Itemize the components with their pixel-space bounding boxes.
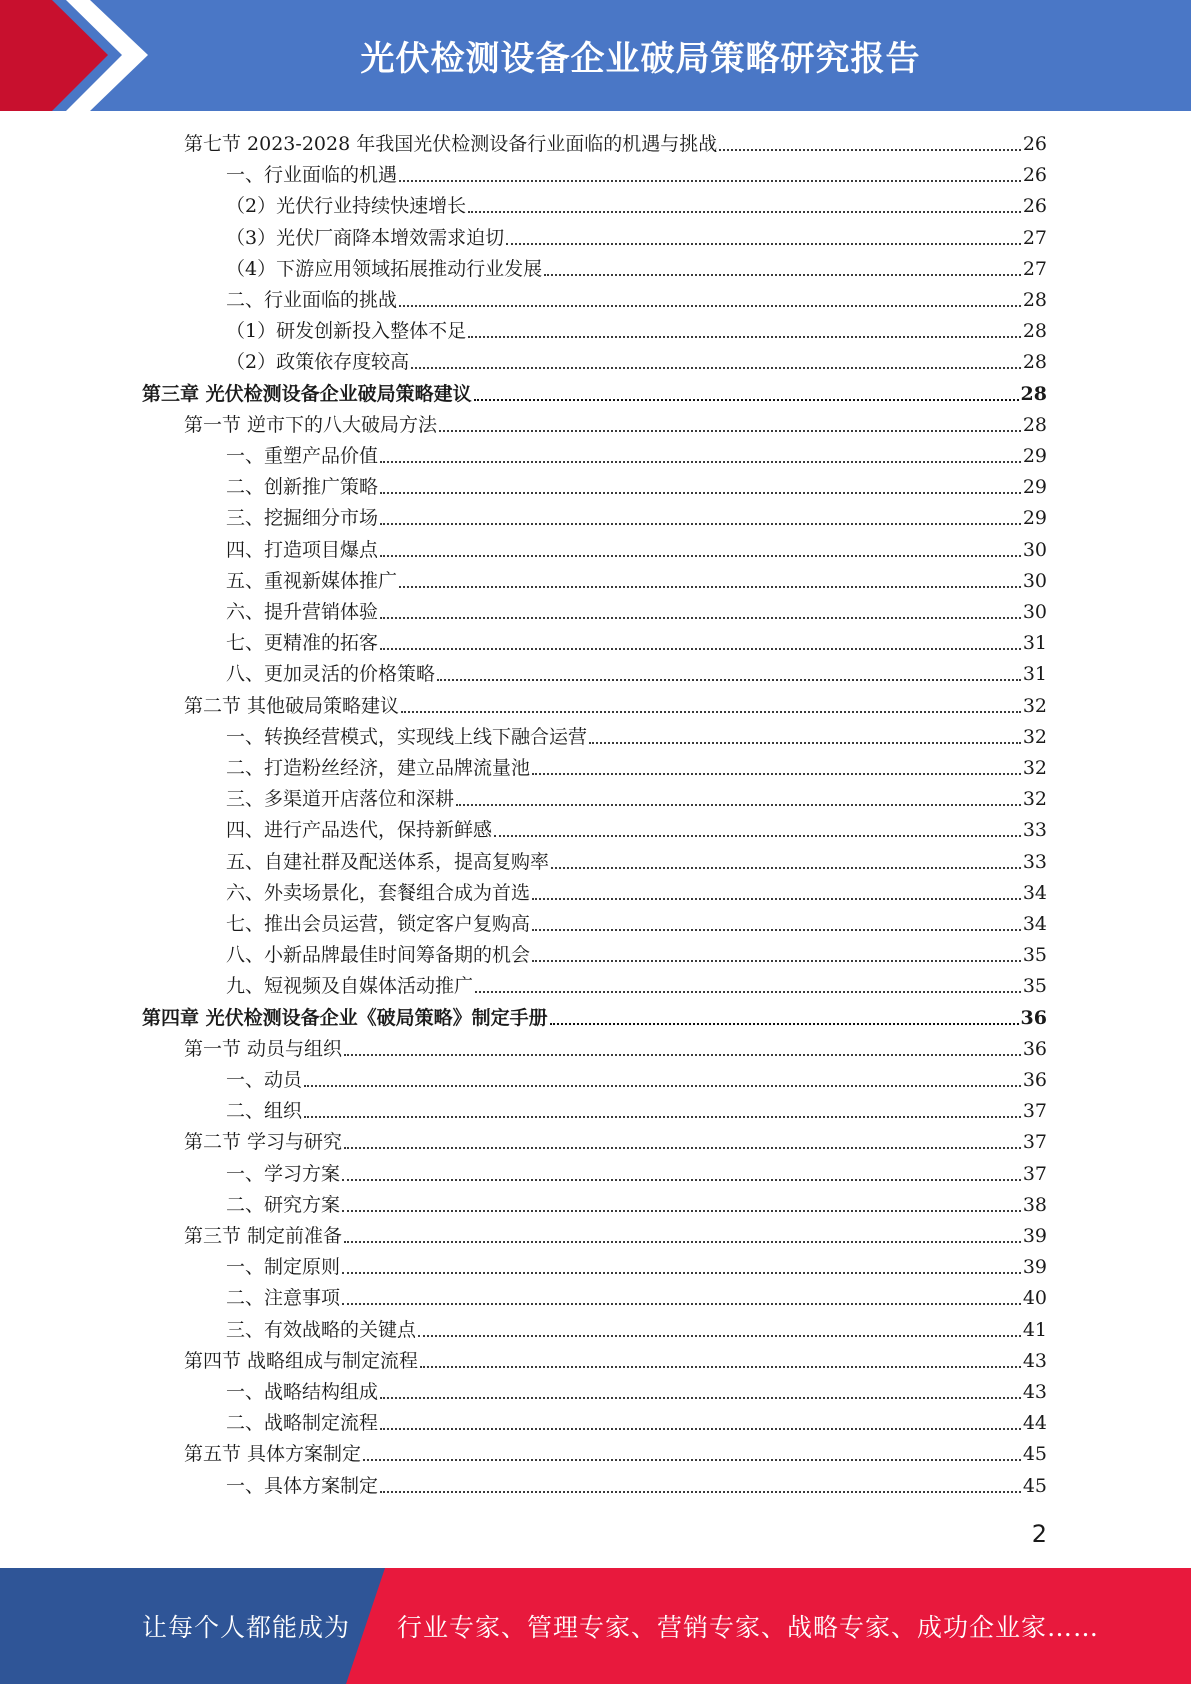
toc-dot-leader bbox=[344, 1240, 1021, 1243]
toc-entry-title: 一、转换经营模式，实现线上线下融合运营 bbox=[226, 725, 588, 748]
toc-entry-page: 45 bbox=[1022, 1474, 1047, 1497]
toc-dot-leader bbox=[456, 803, 1021, 806]
toc-entry-title: 三、多渠道开店落位和深耕 bbox=[226, 788, 455, 811]
toc-subsection-entry[interactable] bbox=[226, 1093, 1047, 1124]
toc-entry-page: 39 bbox=[1022, 1256, 1047, 1279]
toc-subsection-entry[interactable] bbox=[226, 937, 1047, 968]
toc-entry-title: 第二节 学习与研究 bbox=[184, 1131, 343, 1154]
toc-entry-title: 二、创新推广策略 bbox=[226, 476, 379, 499]
toc-entry-title: 一、具体方案制定 bbox=[226, 1474, 379, 1497]
toc-dot-leader bbox=[380, 460, 1021, 463]
toc-entry-title: 五、重视新媒体推广 bbox=[226, 569, 398, 592]
toc-subsection-entry[interactable] bbox=[226, 1280, 1047, 1311]
page-number: 2 bbox=[1031, 1520, 1047, 1548]
toc-entry-page: 27 bbox=[1022, 257, 1047, 280]
report-header-banner bbox=[0, 0, 1191, 111]
toc-entry-page: 33 bbox=[1022, 819, 1047, 842]
toc-entry-title: 八、小新品牌最佳时间筹备期的机会 bbox=[226, 944, 531, 967]
toc-entry-title: （4）下游应用领域拓展推动行业发展 bbox=[226, 257, 543, 280]
toc-section-entry[interactable] bbox=[184, 1343, 1047, 1374]
toc-entry-page: 26 bbox=[1022, 164, 1047, 187]
toc-entry-title: 九、短视频及自媒体活动推广 bbox=[226, 975, 474, 998]
toc-subsection-entry[interactable] bbox=[226, 563, 1047, 594]
toc-subsection-entry[interactable] bbox=[226, 157, 1047, 188]
toc-entry-page: 28 bbox=[1022, 351, 1047, 374]
toc-dot-leader bbox=[532, 897, 1021, 900]
toc-subsection-entry[interactable] bbox=[226, 344, 1047, 375]
toc-dot-leader bbox=[420, 1365, 1021, 1368]
footer-slogan-left: 让每个人都能成为 bbox=[142, 1613, 351, 1642]
toc-dot-leader bbox=[589, 741, 1021, 744]
toc-subsection-entry[interactable] bbox=[226, 719, 1047, 750]
toc-entry-page: 30 bbox=[1022, 538, 1047, 561]
toc-entry-title: 二、打造粉丝经济，建立品牌流量池 bbox=[226, 757, 531, 779]
toc-dot-leader bbox=[532, 959, 1021, 962]
toc-entry-page: 37 bbox=[1022, 1100, 1047, 1123]
toc-entry-title: 第三节 制定前准备 bbox=[184, 1225, 343, 1247]
toc-dot-leader bbox=[551, 866, 1021, 869]
toc-dot-leader bbox=[475, 990, 1021, 993]
toc-entry-page: 44 bbox=[1022, 1412, 1047, 1435]
toc-entry-title: 二、注意事项 bbox=[226, 1287, 341, 1310]
toc-dot-leader bbox=[532, 772, 1021, 775]
toc-dot-leader bbox=[418, 1334, 1021, 1337]
toc-subsection-entry[interactable] bbox=[226, 1312, 1047, 1343]
toc-entry-page: 26 bbox=[1022, 195, 1047, 218]
toc-entry-title: 第五节 具体方案制定 bbox=[184, 1443, 362, 1466]
toc-entry-page: 33 bbox=[1022, 850, 1047, 873]
toc-dot-leader bbox=[399, 585, 1021, 588]
toc-entry-page: 31 bbox=[1022, 632, 1047, 655]
toc-dot-leader bbox=[380, 616, 1021, 619]
toc-entry-page: 36 bbox=[1020, 1006, 1047, 1029]
toc-dot-leader bbox=[506, 242, 1021, 245]
toc-entry-page: 40 bbox=[1022, 1287, 1047, 1310]
toc-entry-page: 30 bbox=[1022, 601, 1047, 623]
toc-entry-title: 一、行业面临的机遇 bbox=[226, 164, 398, 187]
toc-entry-title: 一、制定原则 bbox=[226, 1256, 341, 1279]
toc-entry-page: 28 bbox=[1022, 320, 1047, 343]
toc-entry-page: 38 bbox=[1022, 1193, 1047, 1216]
toc-subsection-entry[interactable] bbox=[226, 1249, 1047, 1280]
toc-entry-title: （1）研发创新投入整体不足 bbox=[226, 320, 467, 343]
toc-dot-leader bbox=[468, 210, 1021, 213]
toc-subsection-entry[interactable] bbox=[226, 1062, 1047, 1093]
toc-entry-title: 七、推出会员运营，锁定客户复购高 bbox=[226, 913, 531, 935]
toc-dot-leader bbox=[344, 1053, 1021, 1056]
toc-dot-leader bbox=[411, 366, 1021, 369]
toc-entry-title: 一、学习方案 bbox=[226, 1162, 341, 1185]
toc-dot-leader bbox=[468, 335, 1021, 338]
toc-entry-title: 八、更加灵活的价格策略 bbox=[226, 663, 436, 686]
toc-entry-title: 一、战略结构组成 bbox=[226, 1381, 379, 1403]
toc-dot-leader bbox=[474, 398, 1019, 401]
toc-subsection-entry[interactable] bbox=[226, 968, 1047, 999]
toc-entry-title: （2）政策依存度较高 bbox=[226, 351, 410, 374]
toc-dot-leader bbox=[437, 678, 1021, 681]
toc-dot-leader bbox=[304, 1084, 1021, 1087]
toc-entry-title: 第七节 2023-2028 年我国光伏检测设备行业面临的机遇与挑战 bbox=[184, 133, 718, 155]
toc-entry-title: 七、更精准的拓客 bbox=[226, 632, 379, 655]
toc-entry-page: 31 bbox=[1022, 663, 1047, 686]
toc-entry-page: 39 bbox=[1022, 1225, 1047, 1247]
toc-entry-page: 32 bbox=[1022, 757, 1047, 779]
toc-entry-page: 37 bbox=[1022, 1162, 1047, 1185]
toc-dot-leader bbox=[719, 148, 1021, 151]
toc-entry-title: 二、战略制定流程 bbox=[226, 1412, 379, 1435]
toc-subsection-entry[interactable] bbox=[226, 188, 1047, 219]
toc-subsection-entry[interactable] bbox=[226, 1374, 1047, 1405]
toc-subsection-entry[interactable] bbox=[226, 750, 1047, 781]
toc-entry-page: 28 bbox=[1022, 413, 1047, 436]
toc-entry-title: 六、外卖场景化，套餐组合成为首选 bbox=[226, 881, 531, 904]
toc-dot-leader bbox=[532, 928, 1021, 931]
toc-entry-page: 29 bbox=[1022, 476, 1047, 499]
toc-entry-page: 43 bbox=[1022, 1381, 1047, 1403]
toc-dot-leader bbox=[439, 429, 1021, 432]
toc-subsection-entry[interactable] bbox=[226, 656, 1047, 687]
toc-dot-leader bbox=[399, 179, 1021, 182]
toc-entry-title: 三、有效战略的关键点 bbox=[226, 1318, 417, 1341]
toc-entry-page: 41 bbox=[1022, 1318, 1047, 1341]
toc-entry-title: 一、重塑产品价值 bbox=[226, 445, 379, 467]
toc-entry-page: 30 bbox=[1022, 569, 1047, 592]
toc-entry-title: （3）光伏厂商降本增效需求迫切 bbox=[226, 226, 505, 249]
toc-entry-page: 35 bbox=[1022, 944, 1047, 967]
toc-dot-leader bbox=[342, 1178, 1021, 1181]
toc-entry-page: 28 bbox=[1020, 382, 1047, 405]
toc-entry-page: 26 bbox=[1022, 133, 1047, 155]
toc-dot-leader bbox=[342, 1271, 1021, 1274]
toc-section-entry[interactable] bbox=[184, 688, 1047, 719]
toc-subsection-entry[interactable] bbox=[226, 1468, 1047, 1499]
toc-subsection-entry[interactable] bbox=[226, 781, 1047, 812]
toc-section-entry[interactable] bbox=[184, 1436, 1047, 1467]
footer-banner bbox=[0, 1568, 1191, 1684]
toc-dot-leader bbox=[342, 1209, 1021, 1212]
toc-entry-title: 四、进行产品迭代，保持新鲜感 bbox=[226, 819, 493, 842]
toc-entry-page: 36 bbox=[1022, 1069, 1047, 1091]
toc-subsection-entry[interactable] bbox=[226, 251, 1047, 282]
toc-entry-title: 第一节 动员与组织 bbox=[184, 1037, 343, 1060]
toc-entry-page: 34 bbox=[1022, 913, 1047, 935]
toc-entry-title: 三、挖掘细分市场 bbox=[226, 507, 379, 530]
toc-entry-page: 37 bbox=[1022, 1131, 1047, 1154]
toc-entry-page: 27 bbox=[1022, 226, 1047, 249]
toc-subsection-entry[interactable] bbox=[226, 594, 1047, 625]
toc-entry-page: 32 bbox=[1022, 788, 1047, 811]
toc-entry-title: 一、动员 bbox=[226, 1069, 303, 1091]
toc-entry-page: 29 bbox=[1022, 507, 1047, 530]
toc-entry-title: 第四章 光伏检测设备企业《破局策略》制定手册 bbox=[142, 1006, 548, 1029]
toc-subsection-entry[interactable] bbox=[226, 469, 1047, 500]
toc-section-entry[interactable] bbox=[184, 1031, 1047, 1062]
toc-chapter-entry[interactable] bbox=[142, 1000, 1047, 1031]
toc-entry-title: 二、组织 bbox=[226, 1100, 303, 1123]
toc-entry-title: 六、提升营销体验 bbox=[226, 601, 379, 623]
toc-subsection-entry[interactable] bbox=[226, 875, 1047, 906]
toc-dot-leader bbox=[304, 1115, 1021, 1118]
footer-slogan-right: 行业专家、管理专家、营销专家、战略专家、成功企业家…… bbox=[397, 1613, 1100, 1642]
toc-dot-leader bbox=[344, 1146, 1021, 1149]
toc-subsection-entry[interactable] bbox=[226, 1405, 1047, 1436]
toc-entry-title: 第三章 光伏检测设备企业破局策略建议 bbox=[142, 382, 472, 405]
toc-entry-title: 二、行业面临的挑战 bbox=[226, 289, 398, 311]
toc-entry-page: 32 bbox=[1022, 694, 1047, 717]
toc-dot-leader bbox=[342, 1302, 1021, 1305]
toc-entry-page: 32 bbox=[1022, 725, 1047, 748]
toc-entry-title: （2）光伏行业持续快速增长 bbox=[226, 195, 467, 218]
toc-entry-page: 43 bbox=[1022, 1349, 1047, 1372]
toc-subsection-entry[interactable] bbox=[226, 438, 1047, 469]
toc-chapter-entry[interactable] bbox=[142, 376, 1047, 407]
toc-entry-page: 35 bbox=[1022, 975, 1047, 998]
toc-section-entry[interactable] bbox=[184, 126, 1047, 157]
toc-section-entry[interactable] bbox=[184, 1218, 1047, 1249]
toc-subsection-entry[interactable] bbox=[226, 313, 1047, 344]
toc-entry-page: 45 bbox=[1022, 1443, 1047, 1466]
toc-section-entry[interactable] bbox=[184, 1124, 1047, 1155]
report-title: 光伏检测设备企业破局策略研究报告 bbox=[360, 39, 921, 79]
toc-dot-leader bbox=[380, 1490, 1021, 1493]
toc-subsection-entry[interactable] bbox=[226, 1187, 1047, 1218]
toc-subsection-entry[interactable] bbox=[226, 282, 1047, 313]
toc-entry-page: 36 bbox=[1022, 1037, 1047, 1060]
toc-subsection-entry[interactable] bbox=[226, 906, 1047, 937]
toc-dot-leader bbox=[401, 710, 1021, 713]
toc-dot-leader bbox=[380, 647, 1021, 650]
toc-dot-leader bbox=[399, 304, 1021, 307]
toc-section-entry[interactable] bbox=[184, 407, 1047, 438]
toc-entry-page: 29 bbox=[1022, 445, 1047, 467]
toc-entry-page: 28 bbox=[1022, 289, 1047, 311]
toc-subsection-entry[interactable] bbox=[226, 1156, 1047, 1187]
toc-entry-title: 二、研究方案 bbox=[226, 1193, 341, 1216]
toc-entry-title: 第一节 逆市下的八大破局方法 bbox=[184, 413, 438, 436]
toc-dot-leader bbox=[544, 273, 1021, 276]
toc-dot-leader bbox=[380, 522, 1021, 525]
toc-subsection-entry[interactable] bbox=[226, 812, 1047, 843]
toc-entry-page: 34 bbox=[1022, 881, 1047, 904]
toc-subsection-entry[interactable] bbox=[226, 532, 1047, 563]
toc-subsection-entry[interactable] bbox=[226, 220, 1047, 251]
toc-subsection-entry[interactable] bbox=[226, 844, 1047, 875]
toc-subsection-entry[interactable] bbox=[226, 500, 1047, 531]
toc-dot-leader bbox=[380, 491, 1021, 494]
toc-entry-title: 第二节 其他破局策略建议 bbox=[184, 694, 400, 717]
toc-dot-leader bbox=[550, 1022, 1019, 1025]
toc-dot-leader bbox=[494, 834, 1021, 837]
toc-dot-leader bbox=[380, 554, 1021, 557]
toc-entry-title: 四、打造项目爆点 bbox=[226, 538, 379, 561]
toc-entry-title: 五、自建社群及配送体系，提高复购率 bbox=[226, 850, 550, 873]
toc-entry-title: 第四节 战略组成与制定流程 bbox=[184, 1349, 419, 1372]
toc-dot-leader bbox=[380, 1396, 1021, 1399]
toc-dot-leader bbox=[380, 1427, 1021, 1430]
toc-subsection-entry[interactable] bbox=[226, 625, 1047, 656]
toc-dot-leader bbox=[363, 1458, 1021, 1461]
